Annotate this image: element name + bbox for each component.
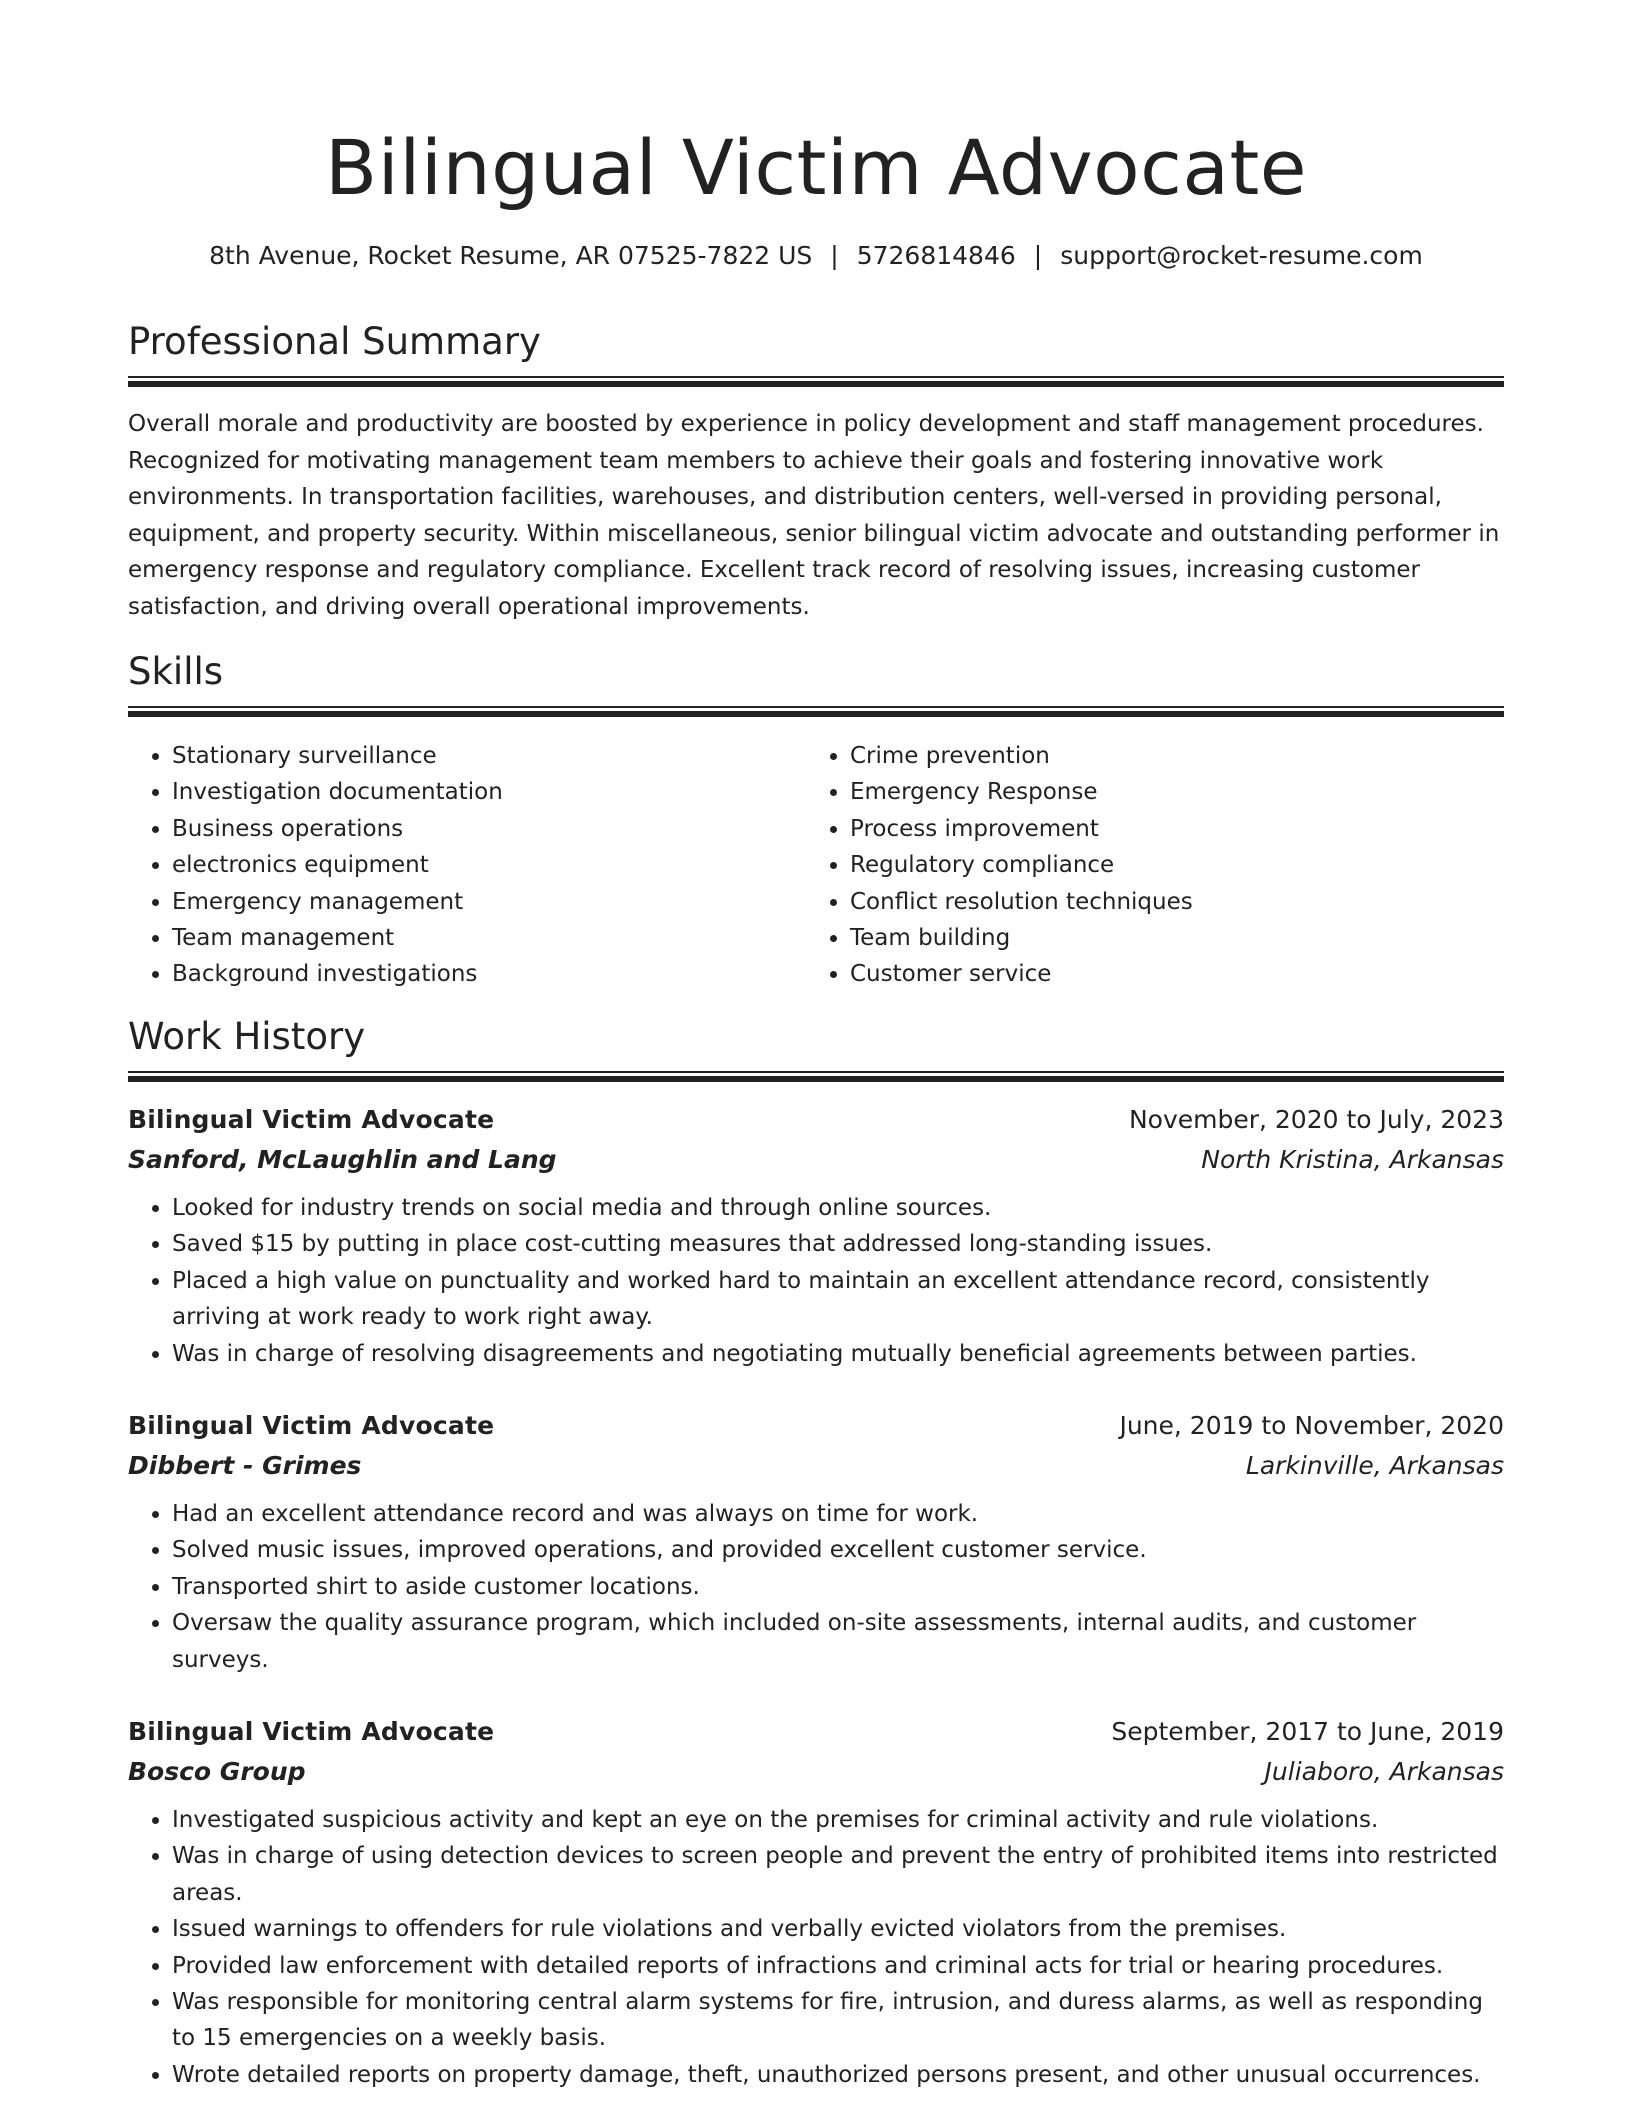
job-title: Bilingual Victim Advocate (128, 1105, 495, 1134)
skill-item: • Process improvement (850, 811, 1484, 847)
job-bullet: • Oversaw the quality assurance program, which included on-site assessments, internal audits, and customer surveys. (172, 1605, 1504, 1678)
skill-item: • Conflict resolution techniques (850, 884, 1484, 920)
job-entry (128, 1100, 1504, 1372)
skills-list (128, 738, 1504, 993)
job-bullets (128, 1190, 1504, 1372)
skills-column-left (128, 738, 806, 993)
job-bullet: • Transported shirt to aside customer locations. (172, 1569, 1504, 1605)
job-bullet: • Issued warnings to offenders for rule violations and verbally evicted violators from the premises. (172, 1911, 1504, 1947)
job-bullet: • Wrote detailed reports on property damage, theft, unauthorized persons present, and other unusual occurrences. (172, 2057, 1504, 2093)
job-location: Larkinville, Arkansas (1245, 1451, 1504, 1480)
email: support@rocket-resume.com (1060, 241, 1423, 270)
job-dates: November, 2020 to July, 2023 (1128, 1105, 1504, 1134)
job-company: Bosco Group (128, 1757, 306, 1786)
job-company: Sanford, McLaughlin and Lang (128, 1145, 557, 1174)
contact-separator: | (1033, 241, 1043, 270)
job-bullet: • Solved music issues, improved operations, and provided excellent customer service. (172, 1532, 1504, 1568)
job-bullets (128, 1496, 1504, 1678)
section-divider (128, 1071, 1504, 1082)
job-bullet: • Was responsible for monitoring central alarm systems for fire, intrusion, and duress alarms, as well as responding to 15 emergencies on a weekly basis. (172, 1984, 1504, 2057)
job-company: Dibbert - Grimes (128, 1451, 362, 1480)
job-location: Juliaboro, Arkansas (1264, 1757, 1504, 1786)
candidate-name: Bilingual Victim Advocate (324, 123, 1308, 212)
job-location: North Kristina, Arkansas (1201, 1145, 1504, 1174)
skill-item: • Customer service (850, 956, 1484, 992)
job-entry (128, 1406, 1504, 1678)
job-bullet: • Looked for industry trends on social media and through online sources. (172, 1190, 1504, 1226)
job-dates: June, 2019 to November, 2020 (1119, 1411, 1504, 1440)
contact-line (128, 240, 1504, 272)
skill-item: • Crime prevention (850, 738, 1484, 774)
job-bullet: • Had an excellent attendance record and was always on time for work. (172, 1496, 1504, 1532)
job-bullets (128, 1802, 1504, 2093)
job-bullet: • Investigated suspicious activity and kept an eye on the premises for criminal activity and rule violations. (172, 1802, 1504, 1838)
skill-item: • Stationary surveillance (172, 738, 806, 774)
contact-separator: | (830, 241, 839, 270)
section-divider (128, 706, 1504, 717)
skills-column-right (806, 738, 1484, 993)
skill-item: • electronics equipment (172, 847, 806, 883)
job-bullet: • Placed a high value on punctuality and worked hard to maintain an excellent attendance record, consistently arriving at work ready to work right away. (172, 1263, 1504, 1336)
work-history-heading: Work History (128, 1015, 366, 1058)
summary-heading: Professional Summary (128, 320, 541, 363)
skill-item: • Emergency management (172, 884, 806, 920)
skill-item: • Business operations (172, 811, 806, 847)
job-bullet: • Provided law enforcement with detailed reports of infractions and criminal acts for trial or hearing procedures. (172, 1948, 1504, 1984)
job-entry (128, 1712, 1504, 2093)
skill-item: • Team building (850, 920, 1484, 956)
phone: 5726814846 (856, 241, 1016, 270)
skill-item: • Regulatory compliance (850, 847, 1484, 883)
job-bullet: • Saved $15 by putting in place cost-cutting measures that addressed long-standing issues. (172, 1226, 1504, 1262)
job-bullet: • Was in charge of using detection devices to screen people and prevent the entry of prohibited items into restricted areas. (172, 1838, 1504, 1911)
job-title: Bilingual Victim Advocate (128, 1411, 495, 1440)
skill-item: • Background investigations (172, 956, 806, 992)
skills-heading: Skills (128, 650, 224, 693)
job-title: Bilingual Victim Advocate (128, 1717, 495, 1746)
summary-text: Overall morale and productivity are boosted by experience in policy development and staff management procedures. Recognized for motivating management team members to achieve their goals and fostering innovative work environments. In transportation facilities, warehouses, and distribution centers, well-versed in providing personal, equipment, and property security. Within miscellaneous, senior bilingual victim advocate and outstanding performer in emergency response and regulatory compliance. Excellent track record of resolving issues, increasing customer satisfaction, and driving overall operational improvements. (128, 411, 1500, 620)
job-dates: September, 2017 to June, 2019 (1111, 1717, 1504, 1746)
skill-item: • Emergency Response (850, 774, 1484, 810)
section-divider (128, 376, 1504, 387)
skill-item: • Investigation documentation (172, 774, 806, 810)
skill-item: • Team management (172, 920, 806, 956)
job-bullet: • Was in charge of resolving disagreements and negotiating mutually beneficial agreements between parties. (172, 1336, 1504, 1372)
address: 8th Avenue, Rocket Resume, AR 07525-7822 US (209, 241, 813, 270)
